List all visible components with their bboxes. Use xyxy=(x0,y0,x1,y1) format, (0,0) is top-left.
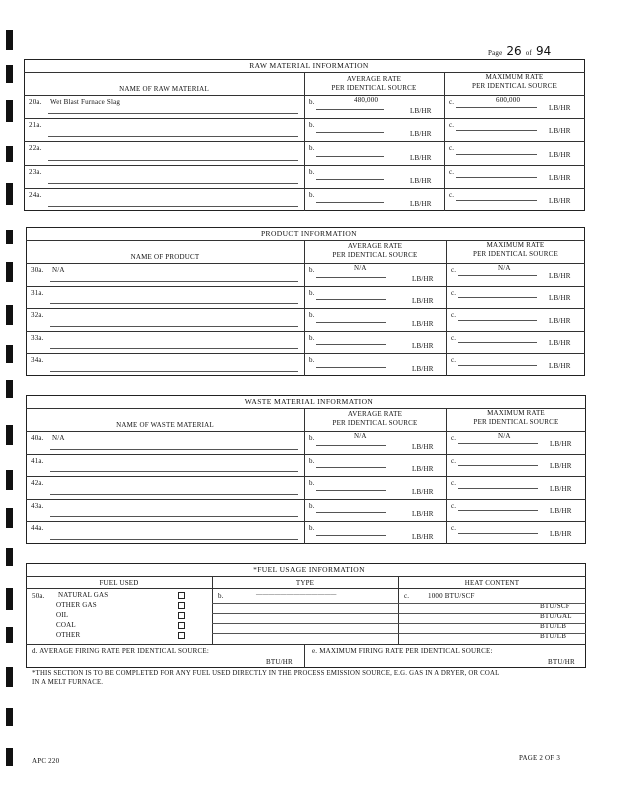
page-number xyxy=(488,42,551,60)
waste-col-max-2: PER IDENTICAL SOURCE xyxy=(473,418,559,426)
product-row-max[interactable]: N/A xyxy=(498,264,511,272)
raw_material-row-num: 21a. xyxy=(29,121,42,130)
raw_material-row-max-unit: LB/HR xyxy=(549,197,571,205)
fuel-col-heat: HEAT CONTENT xyxy=(464,579,520,587)
product-row-b: b. xyxy=(309,333,315,342)
waste-row-avg-unit: LB/HR xyxy=(412,465,434,474)
page-current: 26 xyxy=(506,44,522,58)
waste-row-max[interactable]: N/A xyxy=(498,432,511,440)
fuel-note-line1: *THIS SECTION IS TO BE COMPLETED FOR ANY FUEL USED DIRECTLY IN THE PROCESS EMISSION SOURCE, E.G. GAS IN A DRYER, OR COAL xyxy=(32,670,500,677)
raw_material-row-num: 22a. xyxy=(29,144,42,153)
fuel-option-checkbox[interactable] xyxy=(178,622,185,629)
waste-row-num: 41a. xyxy=(31,456,44,465)
product-row-b: b. xyxy=(309,266,315,274)
waste-row-avg-unit: LB/HR xyxy=(412,442,434,451)
waste-row-b: b. xyxy=(309,434,315,442)
waste-row-name[interactable]: N/A xyxy=(52,434,65,442)
waste-row-max-unit: LB/HR xyxy=(550,530,572,538)
product-row-max-unit: LB/HR xyxy=(549,339,571,348)
raw_material-row-max-unit: LB/HR xyxy=(549,150,571,159)
waste-row-avg-unit: LB/HR xyxy=(412,533,434,541)
waste-row-max-unit: LB/HR xyxy=(550,507,572,516)
fuel-option-label: NATURAL GAS xyxy=(58,591,109,599)
waste-col-max-1: MAXIMUM RATE xyxy=(487,409,545,417)
raw_material-row-max[interactable]: 600,000 xyxy=(496,96,521,104)
raw_material-row-max-unit: LB/HR xyxy=(549,127,571,136)
waste-title: WASTE MATERIAL INFORMATION xyxy=(244,397,374,406)
product-col-name: NAME OF PRODUCT xyxy=(130,253,200,261)
waste-row-c: c. xyxy=(451,501,457,510)
product-row-name[interactable]: N/A xyxy=(52,266,65,274)
waste-col-avg-2: PER IDENTICAL SOURCE xyxy=(332,419,418,427)
fuel-option-unit: BTU/GAL xyxy=(540,612,572,620)
raw-material-col-name: NAME OF RAW MATERIAL xyxy=(119,85,209,93)
fuel-avg-label: d. AVERAGE FIRING RATE PER IDENTICAL SOURCE: xyxy=(32,647,210,655)
fuel-col-type: TYPE xyxy=(295,579,315,587)
waste-row-b: b. xyxy=(309,501,315,510)
waste-row-c: c. xyxy=(451,434,457,442)
raw_material-row-name[interactable]: Wet Blast Furnace Slag xyxy=(50,98,121,106)
fuel-heat-value: 1000 BTU/SCF xyxy=(428,592,475,600)
raw-material-col-max-2: PER IDENTICAL SOURCE xyxy=(471,82,558,90)
fuel-max-label: e. MAXIMUM FIRING RATE PER IDENTICAL SOURCE: xyxy=(312,647,493,655)
product-row-avg-unit: LB/HR xyxy=(412,319,434,328)
raw_material-row-num: 24a. xyxy=(29,190,42,199)
product-row-num: 34a. xyxy=(31,356,44,365)
raw_material-row-max-unit: LB/HR xyxy=(549,173,571,182)
waste-row-c: c. xyxy=(451,524,457,533)
product-row-c: c. xyxy=(451,333,457,342)
product-row-c: c. xyxy=(451,266,457,274)
raw_material-row-c: c. xyxy=(449,190,455,199)
product-row-avg-unit: LB/HR xyxy=(412,365,434,373)
product-row-c: c. xyxy=(451,311,457,320)
waste-row-num: 44a. xyxy=(31,524,44,533)
product-col-max-1: MAXIMUM RATE xyxy=(486,241,545,249)
footer-page: PAGE 2 OF 3 xyxy=(519,754,561,762)
product-col-avg-1: AVERAGE RATE xyxy=(347,242,403,250)
raw-material-col-max-1: MAXIMUM RATE xyxy=(485,73,544,81)
waste-row-max-unit: LB/HR xyxy=(550,439,572,448)
waste-row-b: b. xyxy=(309,456,315,465)
raw_material-row-avg-unit: LB/HR xyxy=(410,153,432,162)
product-row-max-unit: LB/HR xyxy=(549,316,571,325)
product-row-b: b. xyxy=(309,311,315,320)
product-row-b: b. xyxy=(309,356,315,365)
raw_material-row-b: b. xyxy=(309,121,315,130)
fuel-title: *FUEL USAGE INFORMATION xyxy=(253,565,365,574)
fuel-option-unit: BTU/SCF xyxy=(540,602,570,610)
product-row-num: 31a. xyxy=(31,288,44,297)
waste-row-num: 43a. xyxy=(31,501,44,510)
waste-row-avg-unit: LB/HR xyxy=(412,487,434,496)
raw_material-row-max-unit: LB/HR xyxy=(549,104,571,113)
waste-col-name: NAME OF WASTE MATERIAL xyxy=(116,421,214,429)
waste-row-avg-unit: LB/HR xyxy=(412,510,434,519)
fuel-heat-c: c. xyxy=(404,592,410,600)
fuel-option-label: OIL xyxy=(56,611,69,619)
raw_material-row-b: b. xyxy=(309,144,315,153)
waste-row-c: c. xyxy=(451,456,457,465)
product-row-avg[interactable]: N/A xyxy=(354,264,367,272)
raw_material-row-c: c. xyxy=(449,98,455,106)
product-row-num: 30a. xyxy=(31,266,44,274)
page-label: Page xyxy=(488,49,503,57)
fuel-option-checkbox[interactable] xyxy=(178,612,185,619)
fuel-option-checkbox[interactable] xyxy=(178,602,185,609)
raw_material-row-c: c. xyxy=(449,144,455,153)
fuel-col-fuel: FUEL USED xyxy=(99,579,139,587)
raw_material-row-num: 20a. xyxy=(29,98,42,106)
fuel-option-checkbox[interactable] xyxy=(178,632,185,639)
page-total: 94 xyxy=(535,44,552,58)
waste-col-avg-1: AVERAGE RATE xyxy=(347,410,403,418)
fuel-option-unit: BTU/LB xyxy=(540,632,567,640)
product-col-max-2: PER IDENTICAL SOURCE xyxy=(472,250,559,258)
raw-material-col-avg-2: PER IDENTICAL SOURCE xyxy=(331,84,417,92)
waste-row-c: c. xyxy=(451,479,457,488)
raw_material-row-avg-unit: LB/HR xyxy=(410,200,432,208)
raw_material-row-b: b. xyxy=(309,190,315,199)
raw_material-row-b: b. xyxy=(309,167,315,176)
fuel-max-unit: BTU/HR xyxy=(548,658,575,666)
product-row-max-unit: LB/HR xyxy=(549,271,571,280)
fuel-option-label: OTHER xyxy=(56,631,81,639)
product-row-max-unit: LB/HR xyxy=(549,362,571,370)
waste-row-b: b. xyxy=(309,524,315,533)
fuel-note-line2: IN A MELT FURNACE. xyxy=(32,679,104,686)
product-title: PRODUCT INFORMATION xyxy=(260,229,357,238)
product-row-num: 33a. xyxy=(31,333,44,342)
product-row-b: b. xyxy=(309,288,315,297)
raw_material-row-avg-unit: LB/HR xyxy=(410,107,432,116)
page-of: of xyxy=(525,49,532,57)
raw_material-row-avg-unit: LB/HR xyxy=(410,130,432,139)
waste-row-avg[interactable]: N/A xyxy=(354,432,367,440)
fuel-option-unit: BTU/LB xyxy=(540,622,567,630)
raw_material-row-avg[interactable]: 480,000 xyxy=(354,96,379,104)
fuel-avg-unit: BTU/HR xyxy=(266,658,293,666)
fuel-option-label: COAL xyxy=(56,621,76,629)
waste-row-max-unit: LB/HR xyxy=(550,462,572,471)
product-row-c: c. xyxy=(451,356,457,365)
waste-row-max-unit: LB/HR xyxy=(550,484,572,493)
waste-row-num: 42a. xyxy=(31,479,44,488)
product-row-avg-unit: LB/HR xyxy=(412,342,434,351)
fuel-type-value: ————————————— xyxy=(256,592,337,598)
fuel-option-checkbox[interactable] xyxy=(178,592,185,599)
product-row-c: c. xyxy=(451,288,457,297)
raw_material-row-b: b. xyxy=(309,98,315,106)
fuel-row-num: 50a. xyxy=(32,592,45,600)
raw_material-row-c: c. xyxy=(449,167,455,176)
waste-row-b: b. xyxy=(309,479,315,488)
raw-material-col-avg-1: AVERAGE RATE xyxy=(346,75,402,83)
raw_material-row-num: 23a. xyxy=(29,167,42,176)
product-row-max-unit: LB/HR xyxy=(549,294,571,303)
raw_material-row-c: c. xyxy=(449,121,455,130)
form-number: APC 220 xyxy=(32,757,60,765)
waste-row-num: 40a. xyxy=(31,434,44,442)
product-row-avg-unit: LB/HR xyxy=(412,274,434,283)
fuel-type-b: b. xyxy=(218,592,224,600)
product-row-num: 32a. xyxy=(31,311,44,320)
product-row-avg-unit: LB/HR xyxy=(412,297,434,306)
raw_material-row-avg-unit: LB/HR xyxy=(410,176,432,185)
product-col-avg-2: PER IDENTICAL SOURCE xyxy=(332,251,418,259)
raw-material-title: RAW MATERIAL INFORMATION xyxy=(249,61,369,70)
fuel-option-label: OTHER GAS xyxy=(56,601,97,609)
